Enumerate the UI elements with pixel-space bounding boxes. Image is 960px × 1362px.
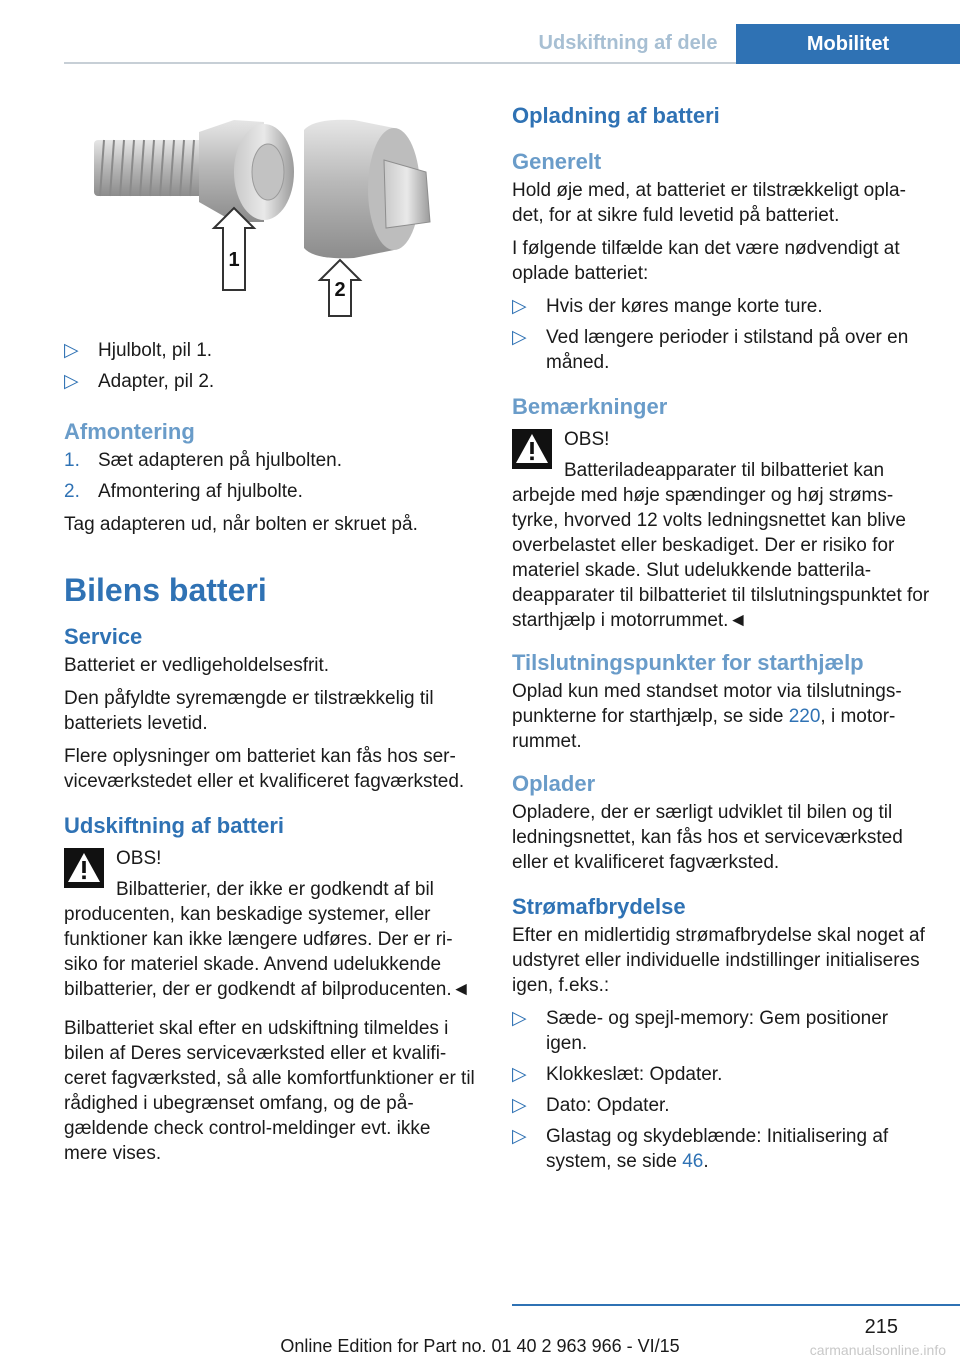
list-item: ▷ Ved længere perioder i stilstand på over en måned. — [512, 327, 909, 373]
general-p2: I følgende tilfælde kan det være nødvendigt at oplade batteriet: — [512, 238, 900, 284]
triangle-bullet-icon: ▷ — [64, 340, 79, 361]
page-title: Bilens batteri — [64, 572, 267, 608]
general-list — [512, 294, 930, 375]
header-section: Udskiftning af dele — [538, 31, 718, 54]
list-item: 1. Sæt adapteren på hjulbolten. — [64, 450, 343, 471]
triangle-bullet-icon: ▷ — [512, 1008, 527, 1029]
adapter — [304, 120, 430, 259]
page-link-46[interactable]: 46 — [682, 1151, 704, 1172]
list-item: ▷ Adapter, pil 2. — [64, 371, 215, 392]
right-column — [512, 102, 930, 1182]
header-chapter: Mobilitet — [736, 24, 960, 64]
connection-text: Oplad kun med standset motor via tilslutningspunkterne for starthjælp, se side 220, i motorrummet. — [512, 681, 902, 752]
bolt-thread — [94, 140, 204, 196]
power-heading: Strømafbrydelse — [512, 894, 686, 919]
replace-heading: Udskiftning af batteri — [64, 813, 285, 838]
triangle-bullet-icon: ▷ — [512, 327, 527, 348]
footer-rule — [512, 1304, 960, 1306]
watermark: carmanualsonline.info — [809, 1342, 946, 1358]
list-item: ▷ Hjulbolt, pil 1. — [64, 340, 213, 361]
warning-block: OBS! Batteriladeapparater til bilbatteriet kan arbejde med høje spændinger og høj strømstyrke, hvorved 12 volts ledningsnettet kan blive overbelastet eller beskadiget. Der er risiko for materiel skade. Slut udelukkende batteriladeapparater til bilbatteriet til tilslutningspunktet for starthjælp i motorrummet.◄ — [512, 429, 930, 631]
power-text: Efter en midlertidig strømafbrydelse skal noget af udstyret eller individuelle indstillinger initialiseres igen, f.eks.: — [512, 925, 925, 996]
arrow-2 — [320, 260, 360, 316]
service-p3: Flere oplysninger om batteriet kan fås hos serviceværkstedet eller et kvalificeret fagværksted. — [64, 746, 465, 792]
charger-heading: Oplader — [512, 771, 596, 796]
list-item: ▷ Dato: Opdater. — [512, 1095, 670, 1116]
warning-icon — [64, 848, 104, 888]
list-item: ▷ Klokkeslæt: Opdater. — [512, 1064, 723, 1085]
triangle-bullet-icon: ▷ — [512, 296, 527, 317]
general-heading: Generelt — [512, 149, 602, 174]
notes-heading: Bemærkninger — [512, 394, 668, 419]
page-link-220[interactable]: 220 — [788, 706, 821, 727]
charging-heading: Opladning af batteri — [512, 103, 720, 128]
left-column — [64, 338, 476, 1174]
triangle-bullet-icon: ▷ — [512, 1126, 527, 1147]
list-item: ▷ Sæde- og spejl-memory: Gem positioner igen. — [512, 1008, 889, 1054]
replace-text: Bilbatteriet skal efter en udskiftning tilmeldes i bilen af Deres serviceværksted eller et kvalificeret fagværksted, så alle komfortfunktioner er til rådighed i ubegrænset omfang, og de pågældende check control-meldinger evt. ikke mere vises. — [64, 1018, 475, 1164]
arrow-1-label: 1 — [228, 249, 240, 271]
triangle-bullet-icon: ▷ — [64, 371, 79, 392]
page-number: 215 — [864, 1316, 898, 1338]
arrow-2-label: 2 — [334, 279, 346, 301]
power-list — [512, 1006, 930, 1174]
warning-block: OBS! Bilbatterier, der ikke er godkendt af bil producenten, kan beskadige systemer, eller funktioner kan ikke længere udføres. Der er risiko for materiel skade. Anvend udelukkende bilbatterier, der er godkendt af bilproducenten.◄ — [64, 848, 471, 1000]
triangle-bullet-icon: ▷ — [512, 1064, 527, 1085]
afmontering-text: Tag adapteren ud, når bolten er skruet på. — [64, 514, 418, 535]
general-p1: Hold øje med, at batteriet er tilstrækkeligt opladet, for at sikre fuld levetid på batteriet. — [512, 180, 906, 226]
edition-line: Online Edition for Part no. 01 40 2 963 966 - VI/15 — [280, 1336, 680, 1356]
wheel-bolt-figure — [64, 110, 476, 322]
list-item: 2. Afmontering af hjulbolte. — [64, 481, 303, 502]
service-p1: Batteriet er vedligeholdelsesfrit. — [64, 655, 330, 676]
afmontering-heading: Afmontering — [64, 419, 195, 444]
service-heading: Service — [64, 624, 143, 649]
afmontering-steps — [64, 448, 476, 504]
charger-text: Opladere, der er særligt udviklet til bilen og til ledningsnettet, kan fås hos et serviceværksted eller et kvalificeret fagværksted. — [512, 802, 903, 873]
figure-legend — [64, 338, 476, 394]
list-item: ▷ Hvis der køres mange korte ture. — [512, 296, 823, 317]
list-item: ▷ Glastag og skydeblænde: Initialisering af system, se side 46. — [512, 1126, 889, 1172]
service-p2: Den påfyldte syremængde er tilstrækkelig til batteriets levetid. — [64, 688, 434, 734]
connection-heading: Tilslutningspunkter for starthjælp — [512, 650, 864, 675]
warning-icon — [512, 429, 552, 469]
triangle-bullet-icon: ▷ — [512, 1095, 527, 1116]
bolt-head — [199, 120, 294, 222]
